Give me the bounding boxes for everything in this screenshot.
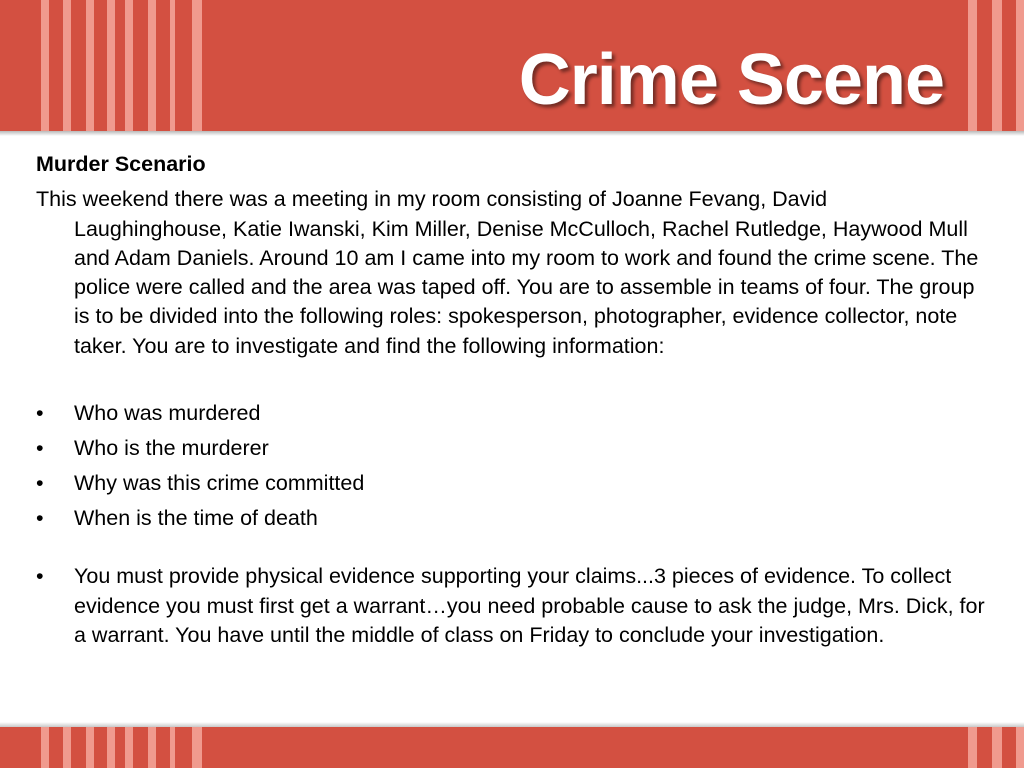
footer-stripe — [968, 727, 977, 768]
bullet-icon: • — [36, 401, 44, 426]
slide-content — [36, 150, 986, 656]
footer-stripe — [148, 727, 156, 768]
list-item — [36, 562, 986, 650]
header-stripe — [63, 0, 71, 131]
footer-stripe — [41, 727, 49, 768]
scenario-heading: Murder Scenario — [36, 152, 206, 176]
question-text: Who is the murderer — [74, 436, 269, 461]
footer-stripe — [170, 727, 175, 768]
footer-stripe — [107, 727, 115, 768]
header-stripe — [968, 0, 977, 131]
header-stripe — [41, 0, 49, 131]
header-stripe — [148, 0, 156, 131]
header-stripe — [170, 0, 175, 131]
header-stripe — [1016, 0, 1024, 131]
list-item — [36, 504, 986, 533]
footer-band — [0, 727, 1024, 768]
footer-stripe — [63, 727, 71, 768]
footer-stripe — [86, 727, 94, 768]
footer-stripe — [992, 727, 1002, 768]
instructions-text: You must provide physical evidence supporting your claims...3 pieces of evidence. To collect evidence you must first get a warrant…you need probable cause to ask the judge, Mrs. Dick, for a warrant. You have until the middle of class on Friday to conclude your investigation. — [74, 564, 985, 647]
list-item — [36, 434, 986, 463]
bullet-icon: • — [36, 564, 44, 589]
header-shadow — [0, 131, 1024, 136]
header-stripe — [125, 0, 133, 131]
header-stripe — [107, 0, 115, 131]
header-stripe — [992, 0, 1002, 131]
list-item — [36, 469, 986, 498]
questions-list — [36, 399, 986, 533]
instructions-list — [36, 562, 986, 650]
header-stripe — [86, 0, 94, 131]
slide-title: Crime Scene — [518, 40, 944, 120]
header-band — [0, 0, 1024, 131]
question-text: Who was murdered — [74, 401, 261, 426]
question-text: When is the time of death — [74, 506, 318, 531]
question-text: Why was this crime committed — [74, 471, 365, 496]
footer-stripe — [125, 727, 133, 768]
footer-stripe — [192, 727, 202, 768]
bullet-icon: • — [36, 506, 44, 531]
list-item — [36, 399, 986, 428]
footer-stripe — [1016, 727, 1024, 768]
header-stripe — [192, 0, 202, 131]
scenario-paragraph: This weekend there was a meeting in my room consisting of Joanne Fevang, David Laughinghouse, Katie Iwanski, Kim Miller, Denise McCulloch, Rachel Rutledge, Haywood Mull and Adam Daniels. Around 10 am I came into my room to work and found the crime scene. The police were called and the area was taped off. You are to assemble in teams of four. The group is to be divided into the following roles: spokesperson, photographer, evidence collector, note taker. You are to investigate and find the following information: — [36, 187, 979, 358]
bullet-icon: • — [36, 436, 44, 461]
bullet-icon: • — [36, 471, 44, 496]
